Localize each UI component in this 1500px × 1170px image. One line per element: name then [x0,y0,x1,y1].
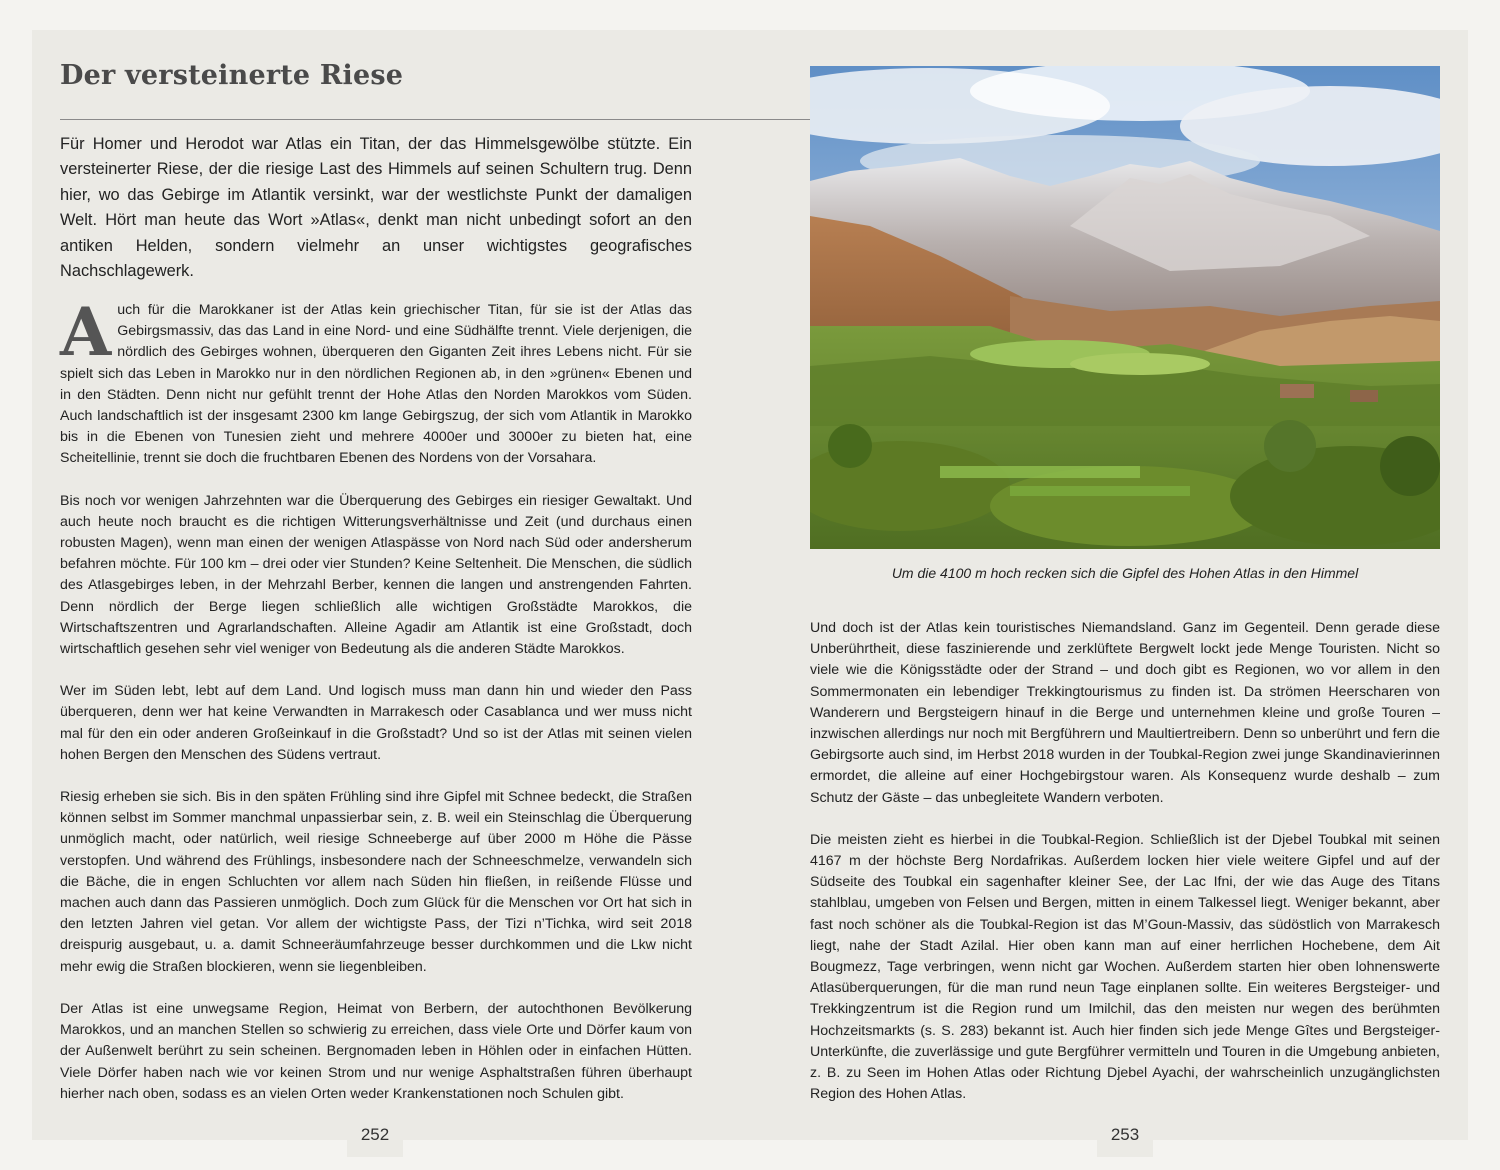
photo-caption: Um die 4100 m hoch recken sich die Gipfel des Hohen Atlas in den Himmel [891,565,1359,581]
page-number-left: 252 [347,1113,403,1157]
page-number-right: 253 [1097,1113,1153,1157]
title-rule [60,119,810,120]
left-paragraph-4: Der Atlas ist eine unwegsame Region, Heimat von Berbern, der autochthonen Bevölkerung Marokkos, und an manchen Stellen so schwierig zu erreichen, dass viele Orte und Dörfer kaum von der Außenwelt berührt zu sein scheinen. Bergnomaden leben in Höhlen oder in einfachen Hütten. Viele Dörfer haben nach wie vor keinen Strom und nur wenige Asphaltstraßen führen überhaupt hierher nach oben, sodass es an vielen Orten weder Krankenstationen noch Schulen gibt. [60,1000,692,1102]
first-paragraph [60,293,692,470]
left-paragraph-1: Bis noch vor wenigen Jahrzehnten war die Überquerung des Gebirges ein riesiger Gewaltakt. Und auch heute noch braucht es die richtigen Witterungsverhältnisse und Zeit (und durchaus einen robusten Magen), wenn man einen der wenigen Atlaspässe von Nord nach Süd oder andersherum befahren möchte. Für 100 km – drei oder vier Stunden? Keine Seltenheit. Die Menschen, die südlich des Atlasgebirges leben, in der Mehrzahl Berber, kennen die langen und anstrengenden Fahrten. Denn nördlich der Berge liegen schließlich alle wichtigen Großstädte Marokkos, die Wirtschaftszentren und Agrarlandschaften. Alleine Agadir am Atlantik ist eine Großstadt, doch wirtschaftlich gesehen sehr viel weniger von Bedeutung als die anderen Städte Marokkos. [60,492,692,658]
drop-cap: A [60,293,112,371]
left-paragraph-2: Wer im Süden lebt, lebt auf dem Land. Und logisch muss man dann hin und wieder den Pass überqueren, denn wer hat keine Verwandten in Marrakesch oder Casablanca und wer muss nicht mal für den ein oder anderen Großeinkauf in die Großstadt? Und so ist der Atlas mit seinen vielen hohen Bergen den Menschen des Südens vertraut. [60,683,692,763]
right-column [810,618,1440,1126]
left-paragraph-3: Riesig erheben sie sich. Bis in den späten Frühling sind ihre Gipfel mit Schnee bedeckt, die Straßen können selbst im Sommer manchmal unpassierbar sein, z. B. weil ein Steinschlag die Überquerung unmöglich macht, oder natürlich, weil riesige Schneeberge auf über 2000 m Höhe die Pässe verstopfen. Und während des Frühlings, insbesondere nach der Schneeschmelze, verwandeln sich die Bäche, die in engen Schluchten vor allem nach Süden hin fließen, in reißende Flüsse und machen auch dann das Passieren unmöglich. Doch zum Glück für die Menschen vor Ort hat sich in den letzten Jahren viel getan. Vor allem der wichtigste Pass, der Tizi n’Tichka, wird seit 2018 dreispurig ausgebaut, u. a. damit Schneeräumfahrzeuge besser durchkommen und die Lkw nicht mehr ewig die Straßen blockieren, wenn sie liegenbleiben. [60,789,692,975]
first-paragraph-text: uch für die Marokkaner ist der Atlas kein griechischer Titan, für sie ist der Atlas das Gebirgsmassiv, das das Land in eine Nord- und eine Südhälfte trennt. Viele derjenigen, die nördlich des Gebirges wohnen, überqueren den Giganten Zeit ihres Lebens nicht. Für sie spielt sich das Leben in Marokko nur in den nördlichen Regionen ab, in den »grünen« Ebenen und in den Städten. Denn nicht nur gefühlt trennt der Hohe Atlas den Norden Marokkos vom Süden. Auch landschaftlich ist der insgesamt 2300 km lange Gebirgszug, der sich vom Atlantik in Marokko bis in die Ebenen von Tunesien zieht und mehrere 4000er und 3000er zu bieten hat, eine Scheitellinie, trennt sie doch die fruchtbaren Ebenen des Nordens von der Vorsahara. [60,302,692,467]
mountain-photo [810,66,1440,549]
page-title: Der versteinerte Riese [60,60,404,91]
atlas-landscape-image [810,66,1440,549]
right-paragraph-1: Und doch ist der Atlas kein touristisches Niemandsland. Ganz im Gegenteil. Denn gerade diese Unberührtheit, diese faszinierende und zerklüftete Bergwelt lockt jede Menge Touristen. Nicht so viele wie die Königsstädte oder der Strand – und doch gibt es Regionen, wo vor allem in den Sommermonaten ein lebendiger Trekkingtourismus zu finden ist. Da strömen Heerscharen von Wanderern und Bergsteigern hinauf in die Berge und unternehmen kleine und große Touren – inzwischen allerdings nur noch mit Bergführern und Maultiertreibern. Denn so unberührt und fern die Gebirgsorte auch sind, im Herbst 2018 wurden in der Toubkal-Region zwei junge Skandinavierinnen ermordet, die alleine auf einer Hochgebirgstour waren. Als Konsequenz wurde deshalb – zum Schutz der Gäste – das unbegleitete Wandern verboten. [810,620,1440,806]
right-paragraph-2: Die meisten zieht es hierbei in die Toubkal-Region. Schließlich ist der Djebel Toubkal mit seinen 4167 m der höchste Berg Nordafrikas. Außerdem locken hier viele weitere Gipfel und auf der Südseite des Toubkal ein sagenhafter kleiner See, der Lac Ifni, der wie das Auge des Titans stahlblau, umgeben von Felsen und Bergen, mitten in einem Talkessel liegt. Weniger bekannt, aber fast noch schöner als die Toubkal-Region ist das M’Goun-Massiv, das südöstlich von Marrakesch liegt, nahe der Stadt Azilal. Hier oben kann man auf einer herrlichen Hochebene, dem Ait Bougmezz, Tage verbringen, wenn nicht gar Wochen. Außerdem starten hier oben lohnenswerte Atlasüberquerungen, für die man rund neun Tage einplanen sollte. Ein weiteres Bergsteiger- und Trekkingzentrum ist die Region rund um Imilchil, das den meisten nur wegen des berühmten Hochzeitsmarkts (s. S. 283) bekannt ist. Auch hier finden sich jede Menge Gîtes und Bergsteiger-Unterkünfte, die zuverlässige und gute Bergführer vermitteln und Touren in die Umgebung anbieten, z. B. zu Seen im Hohen Atlas oder Richtung Djebel Ayachi, der wahrscheinlich unzugänglichsten Region des Hohen Atlas. [810,831,1440,1103]
intro-paragraph: Für Homer und Herodot war Atlas ein Titan, der das Himmelsgewölbe stützte. Ein versteinerter Riese, der die riesige Last des Himmels auf seinen Schultern trug. Denn hier, wo das Gebirge im Atlantik versinkt, war der westlichste Punkt der damaligen Welt. Hört man heute das Wort »Atlas«, denkt man nicht unbedingt sofort an den antiken Helden, sondern vielmehr an unser wichtigstes geografisches Nachschlagewerk. [60,135,692,281]
left-column [60,293,692,1126]
